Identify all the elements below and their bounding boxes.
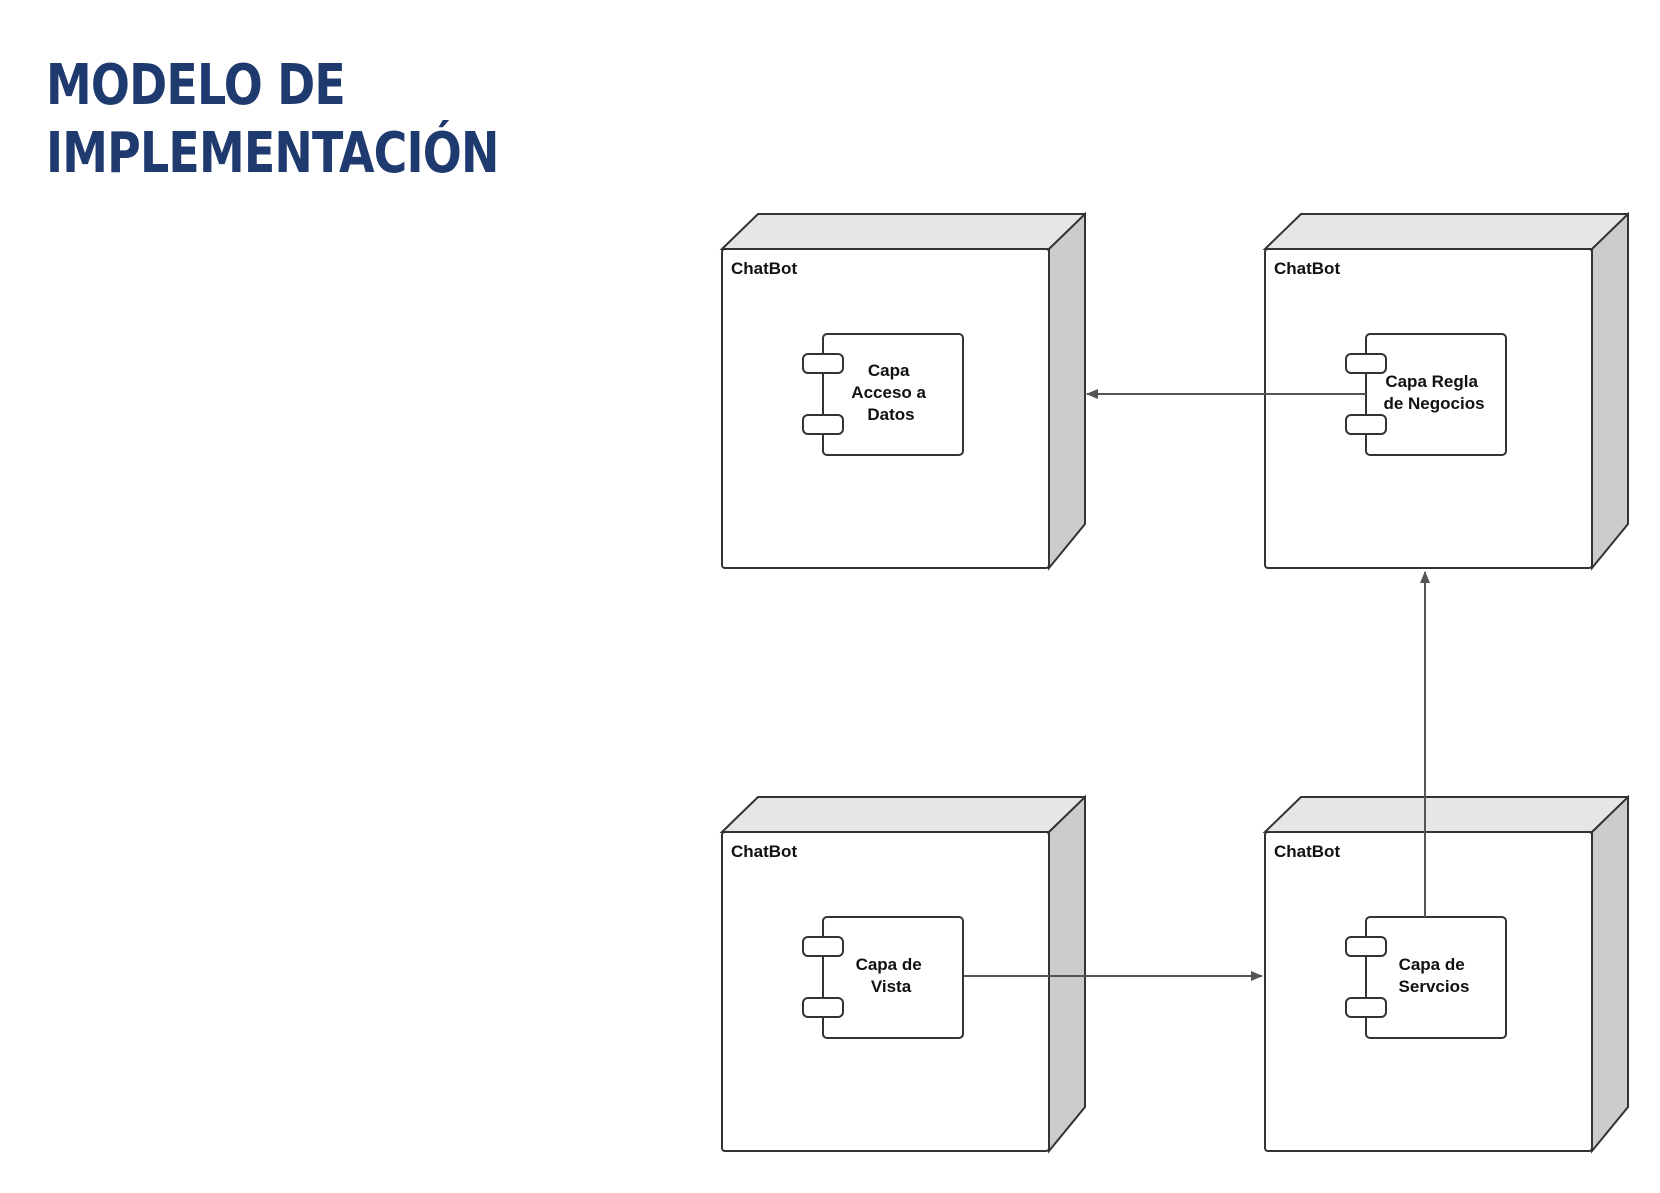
node-business-rules[interactable]: [1265, 214, 1628, 568]
node-top-face: [722, 797, 1085, 832]
component-label-line: Capa de: [1398, 955, 1465, 974]
node-name: ChatBot: [731, 259, 798, 278]
node-name: ChatBot: [731, 842, 798, 861]
component-port-top: [1346, 937, 1386, 956]
title-line-1: MODELO DE: [46, 53, 345, 118]
node-side-face: [1049, 797, 1085, 1151]
component-data-access[interactable]: [803, 334, 963, 455]
node-side-face: [1592, 797, 1628, 1151]
node-side-face: [1592, 214, 1628, 568]
node-name: ChatBot: [1274, 259, 1341, 278]
component-label-line: Capa: [867, 361, 910, 380]
title-line-2: IMPLEMENTACIÓN: [46, 121, 499, 186]
component-port-top: [803, 354, 843, 373]
node-view[interactable]: [722, 797, 1085, 1151]
component-port-bottom: [803, 415, 843, 434]
component-services[interactable]: [1346, 917, 1506, 1038]
component-view[interactable]: [803, 917, 963, 1038]
node-top-face: [1265, 214, 1628, 249]
node-services[interactable]: [1265, 797, 1628, 1151]
component-port-top: [803, 937, 843, 956]
component-business-rules[interactable]: [1346, 334, 1506, 455]
component-port-bottom: [1346, 415, 1386, 434]
component-port-bottom: [1346, 998, 1386, 1017]
component-label-line: Datos: [867, 405, 915, 424]
component-label-line: de Negocios: [1383, 394, 1485, 413]
component-label-line: Vista: [870, 977, 912, 996]
component-port-top: [1346, 354, 1386, 373]
component-label-line: Servcios: [1398, 977, 1470, 996]
component-port-bottom: [803, 998, 843, 1017]
node-data-access[interactable]: [722, 214, 1085, 568]
component-label-line: Acceso a: [851, 383, 926, 402]
component-label-line: Capa Regla: [1385, 372, 1478, 391]
node-name: ChatBot: [1274, 842, 1341, 861]
component-label-line: Capa de: [855, 955, 922, 974]
node-top-face: [722, 214, 1085, 249]
node-side-face: [1049, 214, 1085, 568]
node-top-face: [1265, 797, 1628, 832]
